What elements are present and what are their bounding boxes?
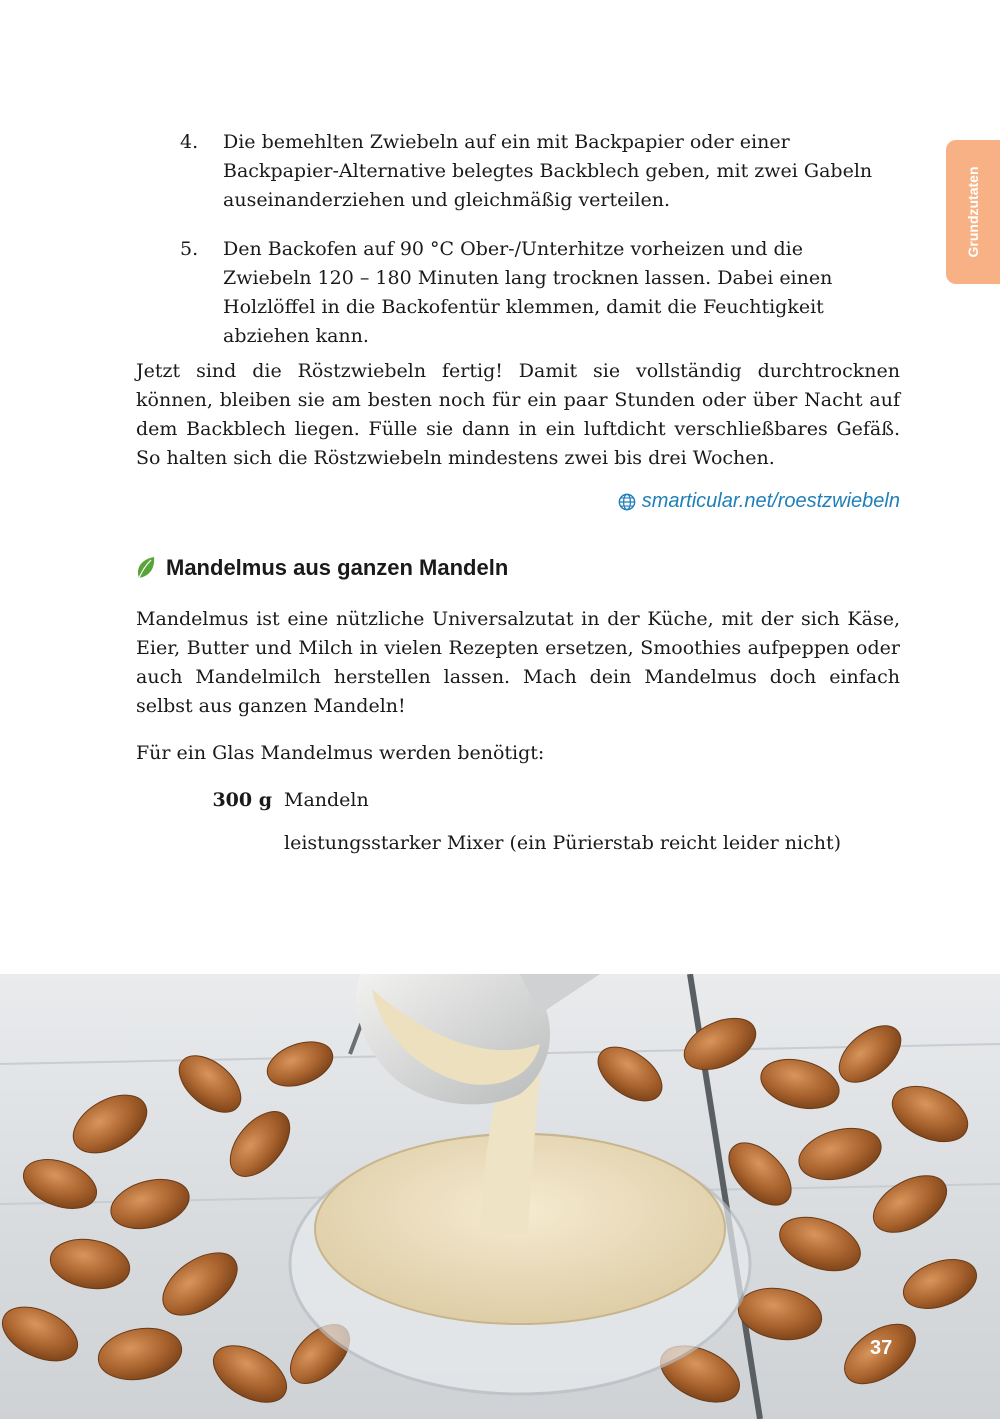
step-text: Die bemehlten Zwiebeln auf ein mit Backpapier oder einer Backpapier-Alternative belegtes Backblech geben, mit zwei Gabeln auseinanderziehen und gleichmäßig verteilen.: [223, 131, 873, 211]
requirements-intro: Für ein Glas Mandelmus werden benötigt:: [136, 742, 545, 764]
step-text: Den Backofen auf 90 °C Ober-/Unterhitze vorheizen und die Zwiebeln 120 – 180 Minuten lang trocknen lassen. Dabei einen Holzlöffel in die Backofentür klemmen, damit die Feuchtigkeit abziehen kann.: [223, 238, 833, 347]
section-heading: Mandelmus aus ganzen Mandeln: [166, 555, 509, 580]
step-item: [180, 128, 880, 215]
ingredient-amount: 300 g: [212, 789, 272, 811]
almond-butter-photo: [0, 974, 1000, 1419]
web-link[interactable]: [618, 490, 900, 513]
ingredient-row: [136, 786, 900, 815]
page-number: 37: [870, 1337, 893, 1359]
step-number: 5.: [180, 238, 199, 260]
chapter-side-tab: [946, 140, 1000, 284]
ingredient-name: leistungsstarker Mixer (ein Pürierstab reicht leider nicht): [284, 832, 842, 854]
ingredient-name: Mandeln: [284, 789, 369, 811]
section-header: [136, 555, 508, 581]
photo-illustration: [0, 974, 1000, 1419]
result-paragraph: Jetzt sind die Röstzwiebeln fertig! Damit sie vollständig durchtrocknen können, bleiben sie am besten noch für ein paar Stunden oder über Nacht auf dem Backblech liegen. Fülle sie dann in ein luftdicht verschließbares Gefäß. So halten sich die Röstzwiebeln mindestens zwei bis drei Wochen.: [136, 360, 900, 469]
instruction-steps: [180, 128, 880, 371]
globe-icon: [618, 493, 636, 511]
ingredient-amount: [136, 829, 284, 858]
ingredient-row: [136, 829, 900, 858]
link-text[interactable]: smarticular.net/roestzwiebeln: [641, 490, 900, 512]
leaf-icon: [136, 556, 156, 580]
step-number: 4.: [180, 131, 199, 153]
chapter-tab-label: Grundzutaten: [965, 166, 981, 258]
intro-paragraph: Mandelmus ist eine nützliche Universalzutat in der Küche, mit der sich Käse, Eier, Butter und Milch in vielen Rezepten ersetzen, Smoothies aufpeppen oder auch Mandelmilch herstellen lassen. Mach dein Mandelmus doch einfach selbst aus ganzen Mandeln!: [136, 608, 900, 717]
step-item: [180, 235, 880, 351]
